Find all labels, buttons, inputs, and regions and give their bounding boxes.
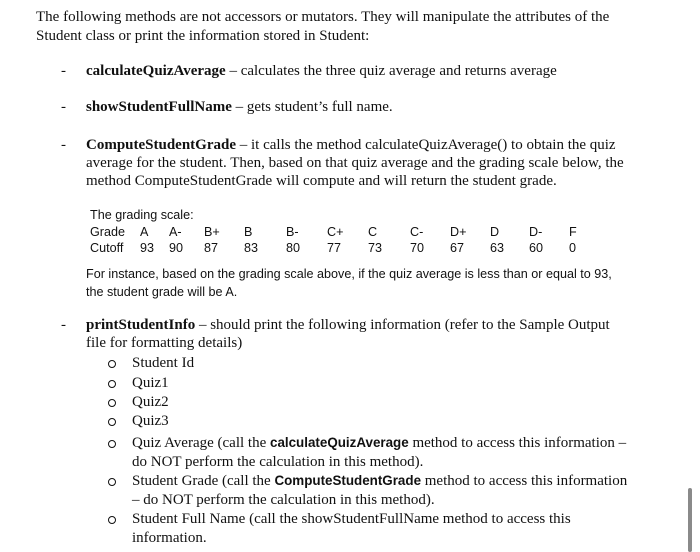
bullet-dash: -: [61, 99, 66, 115]
grade-cell: D+: [450, 225, 467, 239]
item-text: Quiz Average (call the: [132, 435, 270, 451]
example-line-1: For instance, based on the grading scale above, if the quiz average is less than or equal to 93,: [86, 267, 612, 281]
cutoff-cell: 73: [368, 241, 383, 255]
example-line-2: the student grade will be A.: [86, 285, 238, 299]
item-quiz3: Quiz3: [132, 413, 169, 429]
method-desc-line-3: method ComputeStudentGrade will compute and will return the student grade.: [86, 173, 557, 189]
cutoff-row: [90, 240, 589, 256]
sub-bullet-icon: [108, 360, 116, 368]
method-name: printStudentInfo: [86, 317, 196, 333]
method-calculate-quiz-average: [86, 62, 557, 81]
method-print-student-info: [86, 316, 610, 335]
item-student-grade: [132, 472, 627, 491]
method-compute-student-grade: [86, 136, 616, 155]
scrollbar-thumb[interactable]: [688, 488, 692, 552]
sub-bullet-icon: [108, 418, 116, 426]
item-text: method to access this information: [421, 473, 628, 489]
cutoff-cell: 87: [204, 241, 219, 255]
grading-scale-title: The grading scale:: [90, 208, 194, 222]
grade-cell: C+: [327, 225, 344, 239]
item-quiz2: Quiz2: [132, 394, 169, 410]
sub-bullet-icon: [108, 399, 116, 407]
grading-scale-table: [90, 224, 589, 256]
grade-cell: C: [368, 225, 378, 239]
item-text: Student Grade (call the: [132, 473, 275, 489]
grade-row: [90, 224, 589, 240]
sub-bullet-icon: [108, 478, 116, 486]
item-student-id: Student Id: [132, 355, 195, 371]
method-desc-line-2: average for the student. Then, based on that quiz average and the grading scale below, the: [86, 155, 624, 171]
method-name: showStudentFullName: [86, 99, 232, 115]
method-desc-line-2: file for formatting details): [86, 335, 243, 351]
cutoff-cell: 90: [169, 241, 184, 255]
sub-bullet-icon: [108, 380, 116, 388]
cutoff-cell: 60: [529, 241, 544, 255]
grade-cell: D: [490, 225, 500, 239]
method-name: ComputeStudentGrade: [86, 137, 237, 153]
intro-line-1: The following methods are not accessors or mutators. They will manipulate the attributes of the: [36, 9, 610, 25]
grade-cell: A-: [169, 225, 182, 239]
grade-cell: B: [244, 225, 253, 239]
item-method-name: calculateQuizAverage: [270, 435, 409, 450]
grade-cell: B-: [286, 225, 299, 239]
cutoff-cell: 70: [410, 241, 425, 255]
method-name: calculateQuizAverage: [86, 63, 226, 79]
intro-line-2: Student class or print the information stored in Student:: [36, 28, 370, 44]
cutoff-cell: 93: [140, 241, 155, 255]
cutoff-cell: 0: [569, 241, 577, 255]
grade-cell: D-: [529, 225, 543, 239]
item-student-grade-line-2: – do NOT perform the calculation in this method).: [132, 492, 435, 508]
method-desc: – calculates the three quiz average and returns average: [225, 63, 557, 79]
cutoff-cell: 83: [244, 241, 259, 255]
item-method-name: ComputeStudentGrade: [274, 473, 422, 488]
method-desc: – gets student’s full name.: [231, 99, 393, 115]
sub-bullet-icon: [108, 440, 116, 448]
grade-cell: B+: [204, 225, 220, 239]
cutoff-cell: 67: [450, 241, 465, 255]
item-quiz-average: [132, 434, 626, 453]
cutoff-label: Cutoff: [90, 241, 124, 255]
grade-cell: C-: [410, 225, 424, 239]
item-quiz1: Quiz1: [132, 375, 169, 391]
method-show-student-full-name: [86, 98, 393, 117]
cutoff-cell: 63: [490, 241, 505, 255]
bullet-dash: -: [61, 317, 66, 333]
method-desc: – it calls the method calculateQuizAverage() to obtain the quiz: [236, 137, 616, 153]
grade-label: Grade: [90, 225, 126, 239]
item-text: method to access this information –: [408, 435, 627, 451]
bullet-dash: -: [61, 137, 66, 153]
cutoff-cell: 77: [327, 241, 342, 255]
item-quiz-average-line-2: do NOT perform the calculation in this method).: [132, 454, 424, 470]
sub-bullet-icon: [108, 516, 116, 524]
grade-cell: F: [569, 225, 577, 239]
cutoff-cell: 80: [286, 241, 301, 255]
bullet-dash: -: [61, 63, 66, 79]
item-full-name-line-2: information.: [132, 530, 207, 546]
item-full-name: Student Full Name (call the showStudentFullName method to access this: [132, 511, 571, 527]
grade-cell: A: [140, 225, 149, 239]
method-desc: – should print the following information (refer to the Sample Output: [195, 317, 610, 333]
